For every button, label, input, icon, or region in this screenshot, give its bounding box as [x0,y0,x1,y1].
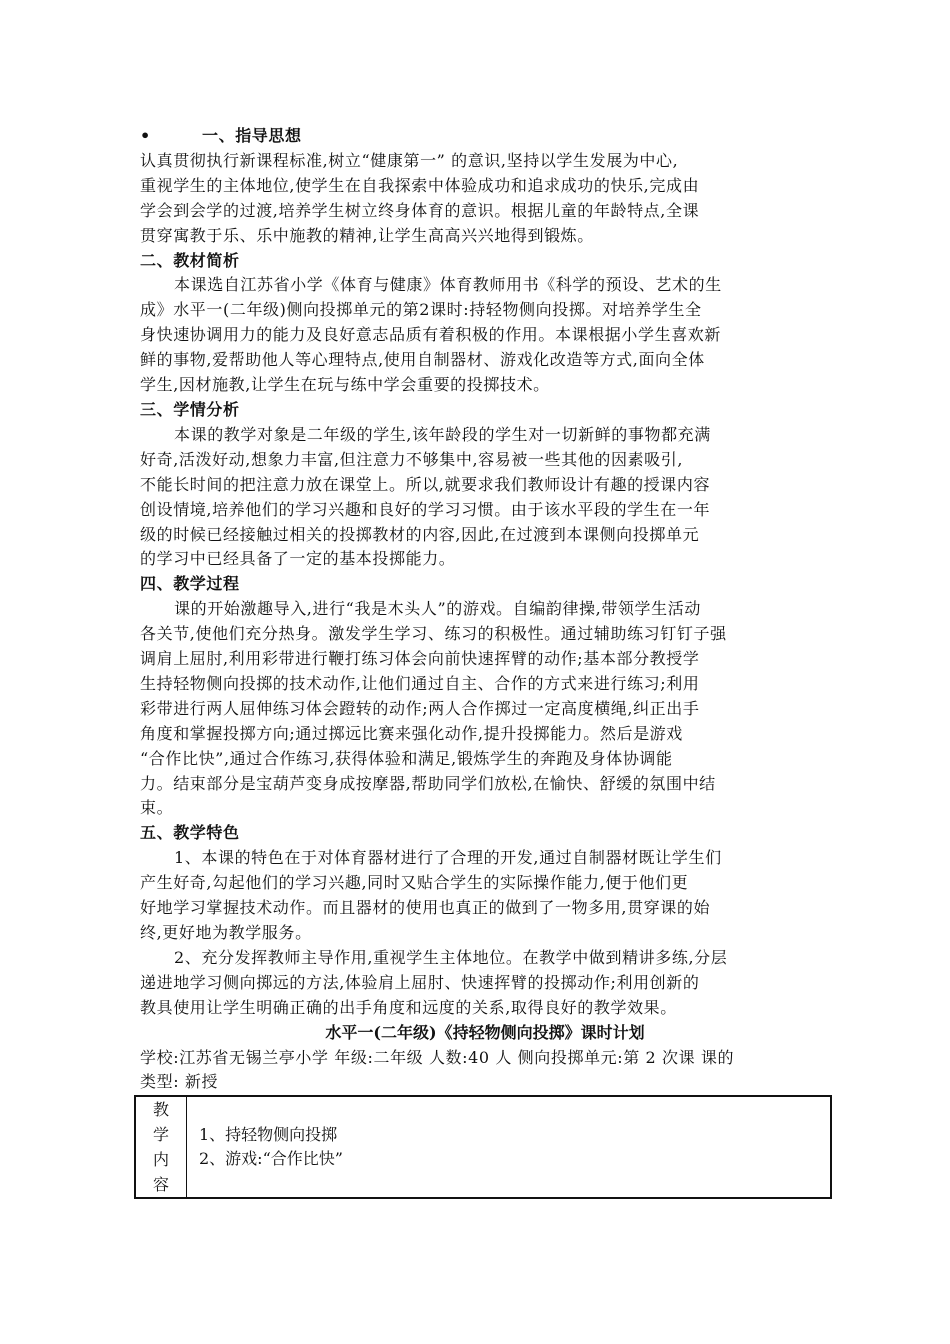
paragraph-line: 学会到会学的过渡,培养学生树立终身体育的意识。根据儿童的年龄特点,全课 [140,200,700,220]
paragraph-line: 角度和掌握投掷方向;通过掷远比赛来强化动作,提升投掷能力。然后是游戏 [140,723,683,743]
paragraph-line: 级的时候已经接触过相关的投掷教材的内容,因此,在过渡到本课侧向投掷单元 [140,524,700,544]
paragraph-line: 产生好奇,勾起他们的学习兴趣,同时又贴合学生的实际操作能力,便于他们更 [140,873,689,893]
section3-heading: 三、学情分析 [140,399,240,419]
paragraph-line: 递进地学习侧向掷远的方法,体验肩上屈肘、快速挥臂的投掷动作;利用创新的 [140,972,700,992]
section1-heading: 一、指导思想 [202,126,302,145]
plan-title: 水平一(二年级)《持轻物侧向投掷》课时计划 [325,1022,645,1042]
paragraph-line: 终,更好地为教学服务。 [140,923,312,942]
paragraph-line: 本课选自江苏省小学《体育与健康》体育教师用书《科学的预设、艺术的生 [174,275,722,295]
paragraph-line: “合作比快”,通过合作练习,获得体验和满足,锻炼学生的奔跑及身体协调能 [140,748,673,768]
paragraph-line: 重视学生的主体地位,使学生在自我探索中体验成功和追求成功的快乐,完成由 [140,175,700,195]
paragraph-line: 各关节,使他们充分热身。激发学生学习、练习的积极性。通过辅助练习钉钉子强 [140,624,727,644]
section1-heading-row [140,124,830,149]
paragraph-line: 课的开始激趣导入,进行“我是木头人”的游戏。自编韵律操,带领学生活动 [174,599,701,619]
bullet-icon: • [140,126,151,145]
label-char: 容 [152,1175,169,1194]
paragraph-line: 鲜的事物,爱帮助他人等心理特点,使用自制器材、游戏化改造等方式,面向全体 [140,350,705,370]
document-body [140,124,830,1095]
paragraph-line: 教具使用让学生明确正确的出手角度和远度的关系,取得良好的教学效果。 [140,997,677,1017]
paragraph-line: 好奇,活泼好动,想象力丰富,但注意力不够集中,容易被一些其他的因素吸引, [140,449,684,469]
section2-heading: 二、教材简析 [140,250,240,270]
paragraph-line: 创设情境,培养他们的学习兴趣和良好的学习习惯。由于该水平段的学生在一年 [140,499,711,519]
paragraph-line: 调肩上屈肘,利用彩带进行鞭打练习体会向前快速挥臂的动作;基本部分教授学 [140,649,700,669]
paragraph-line: 本课的教学对象是二年级的学生,该年龄段的学生对一切新鲜的事物都充满 [174,424,711,444]
plan-info-line: 类型: 新授 [140,1072,219,1092]
label-char: 教 [152,1100,169,1119]
teaching-content-label [135,1096,187,1198]
plan-info-line: 学校:江苏省无锡兰亭小学 年级:二年级 人数:40 人 侧向投掷单元:第 2 次课 课的 [140,1047,735,1067]
teaching-content-cell [187,1096,832,1198]
paragraph-line: 贯穿寓教于乐、乐中施教的精神,让学生高高兴兴地得到锻炼。 [140,225,594,245]
paragraph-line: 成》水平一(二年级)侧向投掷单元的第2课时:持轻物侧向投掷。对培养学生全 [140,300,702,320]
paragraph-line: 束。 [140,798,174,818]
lesson-plan-table [134,1095,832,1199]
paragraph-line: 生持轻物侧向投掷的技术动作,让他们通过自主、合作的方式来进行练习;利用 [140,673,700,693]
paragraph-line: 力。结束部分是宝葫芦变身成按摩器,帮助同学们放松,在愉快、舒缓的氛围中结 [140,773,716,793]
paragraph-line: 好地学习掌握技术动作。而且器材的使用也真正的做到了一物多用,贯穿课的始 [140,898,711,918]
section5-heading: 五、教学特色 [140,823,240,843]
paragraph-line: 不能长时间的把注意力放在课堂上。所以,就要求我们教师设计有趣的授课内容 [140,474,711,494]
paragraph-line: 身快速协调用力的能力及良好意志品质有着积极的作用。本课根据小学生喜欢新 [140,325,722,345]
list-item: 1、持轻物侧向投掷 [199,1125,338,1144]
label-char: 学 [152,1125,169,1144]
table-row [135,1096,831,1198]
list-item: 2、游戏:“合作比快” [199,1149,343,1168]
paragraph-line: 学生,因材施教,让学生在玩与练中学会重要的投掷技术。 [140,375,550,395]
paragraph-line: 2、充分发挥教师主导作用,重视学生主体地位。在教学中做到精讲多练,分层 [174,947,728,967]
paragraph-line: 的学习中已经具备了一定的基本投掷能力。 [140,549,456,569]
paragraph-line: 认真贯彻执行新课程标准,树立“健康第一” 的意识,坚持以学生发展为中心, [140,150,679,170]
section4-heading: 四、教学过程 [140,574,240,594]
label-char: 内 [152,1150,169,1169]
paragraph-line: 1、本课的特色在于对体育器材进行了合理的开发,通过自制器材既让学生们 [174,848,722,868]
paragraph-line: 彩带进行两人屈伸练习体会蹬转的动作;两人合作掷过一定高度横绳,纠正出手 [140,698,700,718]
